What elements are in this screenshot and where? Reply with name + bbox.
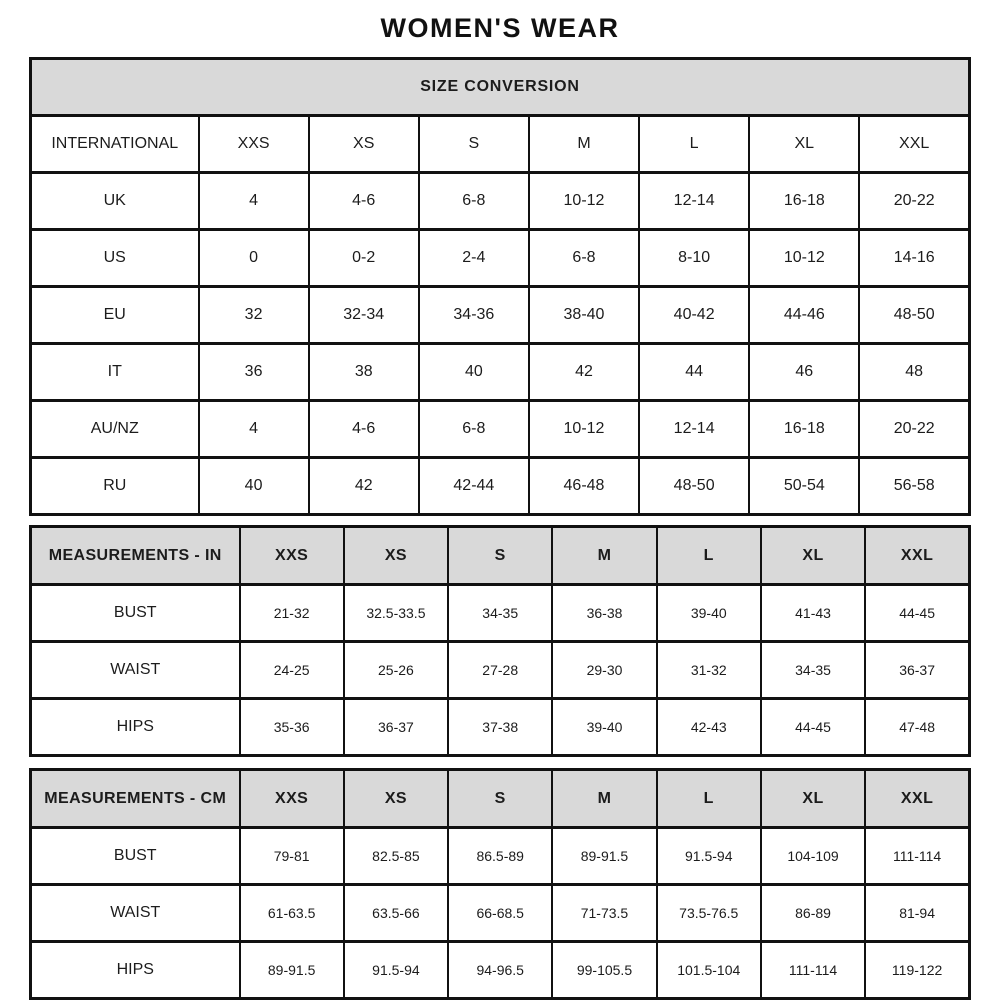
column-header-l: L (657, 527, 761, 585)
row-label-waist: WAIST (31, 885, 240, 942)
column-header-m: M (552, 770, 656, 828)
measurements-cm-header-row (31, 770, 970, 828)
table-row-uk (31, 173, 970, 230)
row-label-us: US (31, 230, 199, 287)
table-cell: 6-8 (419, 401, 529, 458)
column-header-s: S (419, 116, 529, 173)
column-header-s: S (448, 527, 552, 585)
table-cell: 119-122 (865, 942, 969, 999)
row-label-hips: HIPS (31, 699, 240, 756)
table-cell: 73.5-76.5 (657, 885, 761, 942)
table-cell: 10-12 (749, 230, 859, 287)
table-cell: 71-73.5 (552, 885, 656, 942)
column-header-measurements-cm: MEASUREMENTS - CM (31, 770, 240, 828)
column-header-l: L (657, 770, 761, 828)
column-header-xxl: XXL (865, 527, 969, 585)
table-cell: 38 (309, 344, 419, 401)
table-row-eu (31, 287, 970, 344)
column-header-measurements-in: MEASUREMENTS - IN (31, 527, 240, 585)
table-cell: 44 (639, 344, 749, 401)
table-cell: 56-58 (859, 458, 969, 515)
row-label-bust: BUST (31, 585, 240, 642)
column-header-xs: XS (344, 527, 448, 585)
table-cell: 4-6 (309, 173, 419, 230)
table-cell: 29-30 (552, 642, 656, 699)
column-header-xl: XL (761, 770, 865, 828)
table-cell: 36 (199, 344, 309, 401)
size-conversion-table (29, 57, 971, 516)
table-cell: 66-68.5 (448, 885, 552, 942)
table-cell: 10-12 (529, 401, 639, 458)
table-row-it (31, 344, 970, 401)
size-conversion-header-row (31, 116, 970, 173)
column-header-xl: XL (749, 116, 859, 173)
table-cell: 39-40 (657, 585, 761, 642)
table-cell: 89-91.5 (552, 828, 656, 885)
table-row-waist-in (31, 642, 970, 699)
table-cell: 40 (199, 458, 309, 515)
table-cell: 34-35 (448, 585, 552, 642)
table-cell: 36-37 (865, 642, 969, 699)
column-header-xs: XS (344, 770, 448, 828)
table-cell: 12-14 (639, 401, 749, 458)
page-title: WOMEN'S WEAR (380, 13, 620, 43)
column-header-xxl: XXL (865, 770, 969, 828)
column-header-m: M (529, 116, 639, 173)
table-cell: 91.5-94 (344, 942, 448, 999)
table-cell: 31-32 (657, 642, 761, 699)
table-cell: 39-40 (552, 699, 656, 756)
table-cell: 94-96.5 (448, 942, 552, 999)
table-cell: 2-4 (419, 230, 529, 287)
table-cell: 111-114 (865, 828, 969, 885)
row-label-ru: RU (31, 458, 199, 515)
table-cell: 104-109 (761, 828, 865, 885)
row-label-waist: WAIST (31, 642, 240, 699)
measurements-cm-table (29, 768, 971, 1000)
table-cell: 14-16 (859, 230, 969, 287)
table-cell: 24-25 (240, 642, 344, 699)
table-row-hips-cm (31, 942, 970, 999)
table-cell: 8-10 (639, 230, 749, 287)
table-cell: 86-89 (761, 885, 865, 942)
table-cell: 46-48 (529, 458, 639, 515)
table-cell: 79-81 (240, 828, 344, 885)
table-row-ru (31, 458, 970, 515)
table-cell: 6-8 (419, 173, 529, 230)
table-cell: 48 (859, 344, 969, 401)
measurements-in-table (29, 525, 971, 757)
table-cell: 27-28 (448, 642, 552, 699)
size-conversion-caption-row (31, 59, 970, 116)
table-cell: 40 (419, 344, 529, 401)
table-cell: 36-38 (552, 585, 656, 642)
table-cell: 38-40 (529, 287, 639, 344)
column-header-xxs: XXS (240, 527, 344, 585)
row-label-uk: UK (31, 173, 199, 230)
table-cell: 25-26 (344, 642, 448, 699)
table-cell: 4 (199, 173, 309, 230)
table-cell: 42-44 (419, 458, 529, 515)
table-cell: 61-63.5 (240, 885, 344, 942)
table-cell: 10-12 (529, 173, 639, 230)
table-cell: 34-35 (761, 642, 865, 699)
table-cell: 81-94 (865, 885, 969, 942)
row-label-hips: HIPS (31, 942, 240, 999)
column-header-m: M (552, 527, 656, 585)
row-label-aunz: AU/NZ (31, 401, 199, 458)
column-header-xxl: XXL (859, 116, 969, 173)
table-cell: 35-36 (240, 699, 344, 756)
table-cell: 44-45 (865, 585, 969, 642)
table-cell: 42 (309, 458, 419, 515)
row-label-it: IT (31, 344, 199, 401)
table-cell: 99-105.5 (552, 942, 656, 999)
column-header-international: INTERNATIONAL (31, 116, 199, 173)
table-cell: 82.5-85 (344, 828, 448, 885)
table-cell: 32.5-33.5 (344, 585, 448, 642)
size-conversion-caption: SIZE CONVERSION (31, 59, 970, 116)
table-row-aunz (31, 401, 970, 458)
table-cell: 50-54 (749, 458, 859, 515)
table-cell: 42 (529, 344, 639, 401)
row-label-eu: EU (31, 287, 199, 344)
table-cell: 6-8 (529, 230, 639, 287)
table-cell: 63.5-66 (344, 885, 448, 942)
table-cell: 4-6 (309, 401, 419, 458)
column-header-xl: XL (761, 527, 865, 585)
table-cell: 36-37 (344, 699, 448, 756)
table-cell: 48-50 (639, 458, 749, 515)
table-cell: 16-18 (749, 173, 859, 230)
table-cell: 41-43 (761, 585, 865, 642)
column-header-xxs: XXS (199, 116, 309, 173)
table-cell: 44-45 (761, 699, 865, 756)
table-cell: 44-46 (749, 287, 859, 344)
column-header-xxs: XXS (240, 770, 344, 828)
table-cell: 101.5-104 (657, 942, 761, 999)
table-row-bust-in (31, 585, 970, 642)
column-header-s: S (448, 770, 552, 828)
table-cell: 86.5-89 (448, 828, 552, 885)
table-cell: 91.5-94 (657, 828, 761, 885)
table-cell: 34-36 (419, 287, 529, 344)
table-cell: 32-34 (309, 287, 419, 344)
table-cell: 111-114 (761, 942, 865, 999)
table-row-us (31, 230, 970, 287)
table-row-waist-cm (31, 885, 970, 942)
table-cell: 37-38 (448, 699, 552, 756)
table-row-hips-in (31, 699, 970, 756)
table-cell: 21-32 (240, 585, 344, 642)
column-header-xs: XS (309, 116, 419, 173)
table-cell: 12-14 (639, 173, 749, 230)
table-cell: 89-91.5 (240, 942, 344, 999)
measurements-in-header-row (31, 527, 970, 585)
table-cell: 16-18 (749, 401, 859, 458)
table-cell: 20-22 (859, 173, 969, 230)
table-cell: 4 (199, 401, 309, 458)
row-label-bust: BUST (31, 828, 240, 885)
table-cell: 48-50 (859, 287, 969, 344)
table-cell: 46 (749, 344, 859, 401)
table-cell: 20-22 (859, 401, 969, 458)
table-cell: 40-42 (639, 287, 749, 344)
table-cell: 32 (199, 287, 309, 344)
table-cell: 47-48 (865, 699, 969, 756)
table-row-bust-cm (31, 828, 970, 885)
table-cell: 0-2 (309, 230, 419, 287)
column-header-l: L (639, 116, 749, 173)
table-cell: 42-43 (657, 699, 761, 756)
table-cell: 0 (199, 230, 309, 287)
